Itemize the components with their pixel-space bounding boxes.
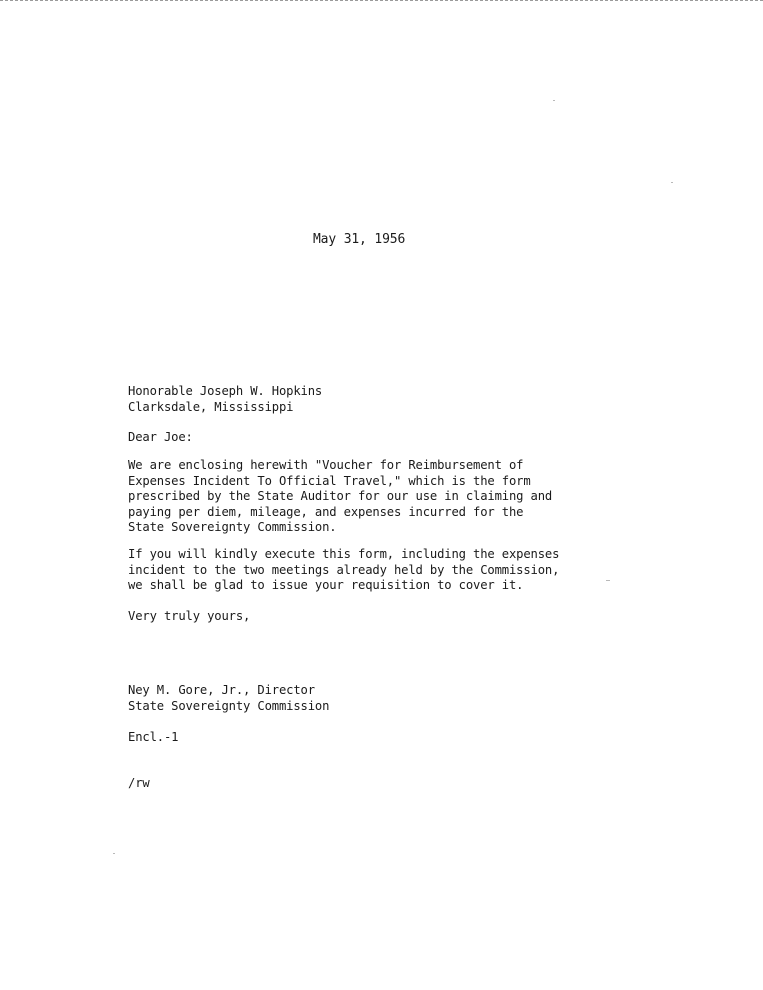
letter-date: May 31, 1956	[313, 232, 406, 247]
typist-initials: /rw	[128, 776, 150, 790]
paragraph-line: paying per diem, mileage, and expenses incurred for the	[128, 504, 524, 519]
paragraph-line: State Sovereignty Commission.	[128, 520, 337, 535]
addressee-location: Clarksdale, Mississippi	[128, 399, 294, 414]
body-paragraph-2	[128, 547, 598, 594]
signature-block	[128, 683, 598, 714]
salutation: Dear Joe:	[128, 430, 193, 444]
signer-organization: State Sovereignty Commission	[128, 698, 330, 713]
paragraph-line: incident to the two meetings already held by the Commission,	[128, 562, 560, 577]
paragraph-line: If you will kindly execute this form, including the expenses	[128, 547, 560, 561]
paper-speck	[606, 580, 610, 581]
enclosure-notation: Encl.-1	[128, 730, 179, 744]
paragraph-line: we shall be glad to issue your requisition to cover it.	[128, 578, 524, 593]
paragraph-line: prescribed by the State Auditor for our use in claiming and	[128, 489, 553, 504]
addressee-block	[128, 384, 598, 415]
paper-speck	[553, 100, 555, 101]
signer-name: Ney M. Gore, Jr., Director	[128, 683, 315, 697]
addressee-name: Honorable Joseph W. Hopkins	[128, 384, 323, 398]
paper-speck	[113, 853, 115, 854]
body-paragraph-1	[128, 458, 598, 536]
paragraph-line: Expenses Incident To Official Travel," which is the form	[128, 473, 531, 488]
paper-speck	[671, 182, 673, 183]
complimentary-close: Very truly yours,	[128, 609, 251, 623]
paragraph-line: We are enclosing herewith "Voucher for Reimbursement of	[128, 458, 524, 472]
